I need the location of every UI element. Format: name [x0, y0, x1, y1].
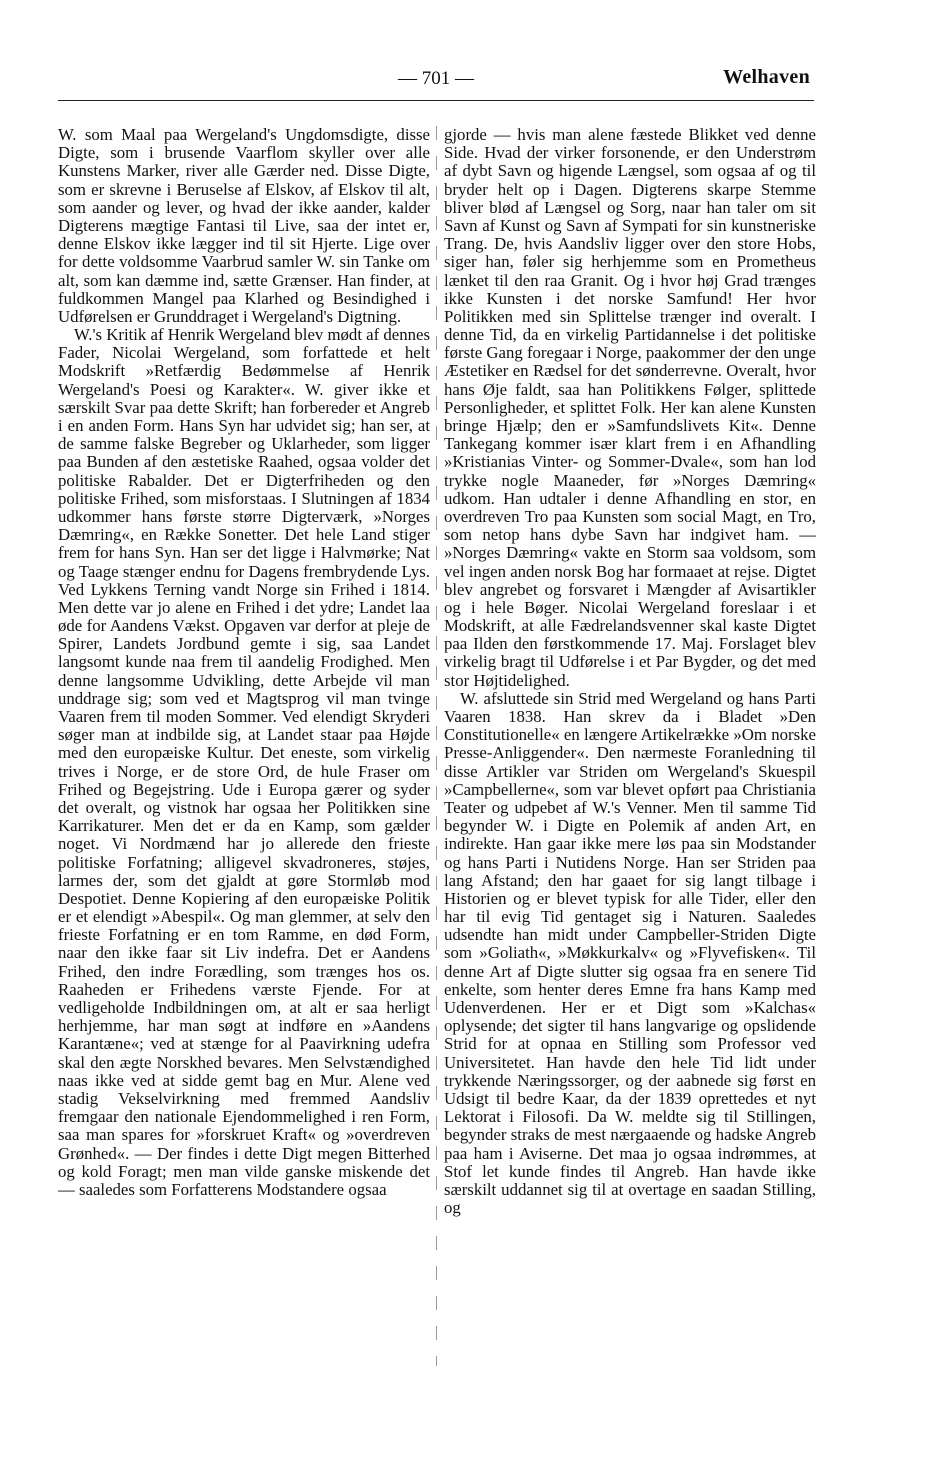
- header-rule: [58, 100, 814, 101]
- paragraph: W. som Maal paa Wergeland's Ungdomsdigte, disse Digte, som i brusende Vaarflom skyller over alle Kunstens Marker, river alle Gærder ned. Disse Digte, som er skrevne i Beruselse af Elskov, af Elskov til alt, som aander og lever, og hvad der ikke aander, kalder Digterens mægtige Fantasi til Live, saa der intet er, denne Elskov ikke lægger ind til sit Hjerte. Lige over for dette voldsomme Vaarbrud samler W. sin Tanke om alt, som kan dæmme ind, sætte Grænser. Han finder, at fuldkommen Mangel paa Klarhed og Besindighed i Udførelsen er Grunddraget i Wergeland's Digtning.: [58, 126, 430, 326]
- column-divider: [436, 126, 437, 1366]
- running-title: Welhaven: [723, 66, 810, 88]
- left-column: [58, 126, 430, 1336]
- paragraph: W. afsluttede sin Strid med Wergeland og hans Parti Vaaren 1838. Han skrev da i Bladet »Den Constitutionelle« en længere Artikelrække »Om norske Presse-Anliggender«. Den nærmeste Foranledning til disse Artikler var Striden om Wergeland's Skuespil »Campbellerne«, som var blevet opført paa Christiania Teater og udpebet af W.'s Venner. Men til samme Tid begynder W. i Digte en Polemik af anden Art, en indirekte. Han gaar ikke mere løs paa sin Modstander og hans Parti i Nutidens Norge. Han ser Striden paa lang Afstand; den har gaaet for sig langt tilbage i Historien og er blevet typisk for alle Tider, eller den har til evig Tid gentaget sig i Naturen. Saaledes udsendte han midt under Campbeller-Striden Digte som »Goliath«, »Møkkurkalv« og »Flyvefisken«. Til denne Art af Digte slutter sig ogsaa fra en senere Tid enkelte, som henter deres Emne fra hans Kamp med Udenverdenen. Her er et Digt som »Kalchas« oplysende; det sigter til hans langvarige og opslidende Strid for at opnaa en Stilling som Professor ved Universitetet. Han havde den hele Tid lidt under trykkende Næringssorger, og der aabnede sig først en Udsigt til bedre Kaar, da der 1839 oprettedes et nyt Lektorat i Filosofi. Da W. meldte sig til Stillingen, begynder straks de mest nærgaaende og hadske Angreb paa ham i Aviserne. Det maa jo ogsaa indrømmes, at Stof let kunde findes til Angreb. Han havde ikke særskilt uddannet sig til at overtage en saadan Stilling, og: [444, 688, 816, 1218]
- page-number: — 701 —: [398, 68, 474, 89]
- paragraph: gjorde — hvis man alene fæstede Blikket ved denne Side. Hvad der virker forsonende, er den Understrøm af dybt Savn og higende Længsel, som ogsaa af og til bryder helt op i Dagen. Digterens skarpe Stemme bliver blød af Længsel og Sorg, naar han taler om sit Savn af Kunst og Savn af Sympati for sin kunstneriske Trang. De, hvis Aandsliv ligger over den store Hobs, siger han, føler sig herhjemme som en Prometheus lænket til den raa Granit. Og i hvor høj Grad trænges ikke Kunsten i det norske Samfund! Her hvor Politikken med sin Splittelse trænger ind overalt. I denne Tid, da en virkelig Partidannelse i det politiske første Gang foregaar i Norge, paakommer der den unge Æstetiker en Rædsel for det sønderrevne. Overalt, hvor hans Øje faldt, saa han Politikkens Følger, splittede Personligheder, et splittet Folk. Her kan alene Kunsten bringe Hjælp; den er »Samfundslivets Kit«. Denne Tankegang kommer især klart frem i en Afhandling »Kristianias Vinter- og Sommer-Dvale«, som han lod trykke nogle Maaneder, før »Norges Dæmring« udkom. Han udtaler i denne Afhandling en stor, en overdreven Tro paa Kunsten som social Magt, en Tro, som netop hans dybe Savn har indgivet ham. — »Norges Dæmring« vakte en Storm saa voldsom, som vel ingen anden norsk Bog har formaaet at rejse. Digtet blev angrebet og forsvaret i Mængder af Avisartikler og i hele Bøger. Nicolai Wergeland foreslaar i et Modskrift, at alle Fædrelandsvenner skal kaste Digtet paa Ilden den førstkommende 17. Maj. Forslaget blev virkelig bragt til Udførelse i et Par Bygder, og det med stor Højtidelighed.: [444, 126, 816, 690]
- page-header: [58, 68, 814, 98]
- paragraph: W.'s Kritik af Henrik Wergeland blev mødt af dennes Fader, Nicolai Wergeland, som forfattede et helt Modskrift »Retfærdig Bedømmelse af Henrik Wergeland's Poesi og Karakter«. W. giver ikke et særskilt Svar paa dette Skrift; han forbereder et Angreb i en anden Form. Hans Syn har udvidet sig; han ser, at de samme falske Begreber og Uklarheder, som ligger paa Bunden af den æstetiske Raahed, ogsaa volder det politiske Rabalder. Det er Digterfriheden og den politiske Frihed, som misforstaas. I Slutningen af 1834 udkommer hans første større Digterværk, »Norges Dæmring«, en Række Sonetter. Det hele Land stiger frem for hans Syn. Han ser det ligge i Halvmørke; Nat og Taage stænger endnu for Dagens frembrydende Lys. Ved Lykkens Terning vandt Norge sin Frihed i 1814. Men dette var jo alene en Frihed i det ydre; Landet laa øde for Aandens Vækst. Opgaven var derfor at pleje de Spirer, Landets Jordbund gemte i sig, saa Landet langsomt kunde naa frem til aandelig Frodighed. Men denne langsomme Udvikling, dette Arbejde vil man unddrage sig; som ved et Magtsprog vil man tvinge Vaaren frem til moden Sommer. Ved elendigt Skryderi søger man at indbilde sig, at Landet staar paa Højde med den europæiske Kultur. Det eneste, som virkelig trives i Norge, er de store Ord, de hule Fraser om Frihed og Begejstring. Ude i Europa gærer og syder det overalt, og vistnok har ogsaa her Politikken sine Karrikaturer. Men det er da en Kamp, som gælder noget. Vi Nordmænd har jo allerede den frieste politiske Forfatning; alligevel skvadroneres, støjes, larmes der, som det gjaldt at gøre Stormløb mod Despotiet. Denne Kopiering af den europæiske Politik er et elendigt »Abespil«. Og man glemmer, at selv den frieste Forfatning er en tom Ramme, en død Form, naar den ikke faar sit Liv indefra. Det er Aandens Frihed, den indre Forædling, som trænges hos os. Raaheden er Frihedens værste Fjende. For at vedligeholde Indbildningen om, at alt er saa herligt herhjemme, har man søgt at indføre en »Aandens Karantæne«; ved at stænge for al Paavirkning udefra skal den ægte Norskhed bevares. Men Selvstændighed naas ikke ved at sidde gemt bag en Mur. Alene ved stadig Vekselvirkning med fremmed Aandsliv fremgaar den nationale Ejendommelighed i ren Form, saa man spares for »forskruet Kraft« og »overdreven Grønhed«. — Der findes i dette Digt megen Bitterhed og kold Foragt; men man vilde ganske miskende det — saaledes som Forfatterens Modstandere ogsaa: [58, 325, 430, 1199]
- right-column: [444, 126, 816, 1336]
